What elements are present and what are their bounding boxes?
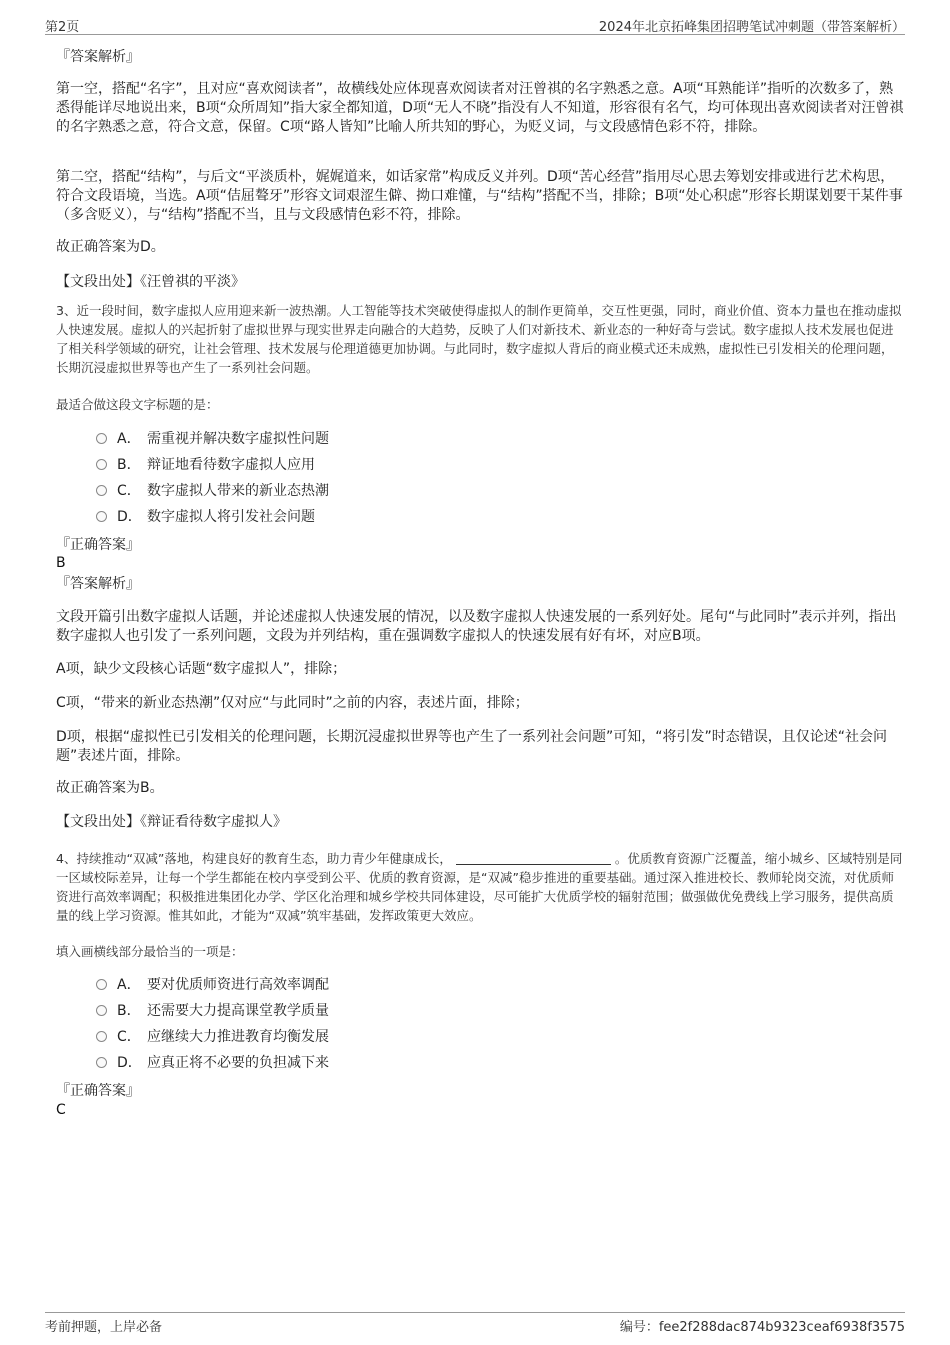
q3-analysis-para-3: C项，“带来的新业态热潮”仅对应“与此同时”之前的内容，表述片面，排除； <box>56 695 529 711</box>
q4-option-c[interactable]: C． 应继续大力推进教育均衡发展 <box>96 1028 329 1047</box>
q2-analysis-para-2: 第二空，搭配“结构”，与后文“平淡质朴，娓娓道来，如话家常”构成反义并列。D项“苦心经营”指用尽心思去筹划安排或进行艺术构思，符合文段语境，当选。A项“佶屈聱牙”形容文词艰涩生僻、拗口难懂，与“结构”搭配不当，排除；B项“处心积虑”形容长期谋划要干某件事（多含贬义），与“结构”搭配不当，且与文段感情色彩不符，排除。 <box>56 169 903 223</box>
q3-correct-answer: B <box>56 555 66 571</box>
document-title: 2024年北京拓峰集团招聘笔试冲刺题（带答案解析） <box>598 20 905 35</box>
q4-prompt: 填入画横线部分最恰当的一项是： <box>56 944 244 959</box>
radio-icon[interactable] <box>96 511 107 522</box>
q3-conclusion: 故正确答案为B。 <box>56 780 164 796</box>
q2-conclusion: 故正确答案为D。 <box>56 239 165 255</box>
q4-correct-label: 『正确答案』 <box>56 1083 140 1099</box>
page-footer <box>45 1312 905 1333</box>
q3-analysis-para-1: 文段开篇引出数字虚拟人话题，并论述虚拟人快速发展的情况，以及数字虚拟人快速发展的一系列好处。尾句“与此同时”表示并列，指出数字虚拟人也引发了一系列问题，文段为并列结构，重在强调数字虚拟人的快速发展有好有坏，对应B项。 <box>56 609 897 644</box>
radio-icon[interactable] <box>96 1057 107 1068</box>
radio-icon[interactable] <box>96 433 107 444</box>
q2-analysis-para-1: 第一空，搭配“名字”，且对应“喜欢阅读者”，故横线处应体现喜欢阅读者对汪曾祺的名字熟悉之意。A项“耳熟能详”指听的次数多了，熟悉得能详尽地说出来，B项“众所周知”指大家全都知道，D项“无人不晓”指没有人不知道，形容很有名气，均可体现出喜欢阅读者对汪曾祺的名字熟悉之意，符合文意，保留。C项“路人皆知”比喻人所共知的野心，为贬义词，与文段感情色彩不符，排除。 <box>56 81 904 135</box>
q4-stem: 4、持续推动“双减”落地，构建良好的教育生态，助力青少年健康成长， 。优质教育资源广泛覆盖，缩小城乡、区域特别是同一区域校际差异，让每一个学生都能在校内享受到公平、优质的教育资源，是“双减”稳步推进的重要基础。通过深入推进校长、教师轮岗交流，对优质师资进行高效率调配；积极推进集团化办学、学区化治理和城乡学校共同体建设，尽可能扩大优质学校的辐射范围；做强做优免费线上学习服务，提供高质量的线上学习资源。惟其如此，才能为“双减”筑牢基础，发挥政策更大效应。 <box>56 851 903 923</box>
radio-icon[interactable] <box>96 979 107 990</box>
q2-source: 【文段出处】《汪曾祺的平淡》 <box>56 274 245 290</box>
q3-analysis-label: 『答案解析』 <box>56 576 140 592</box>
radio-icon[interactable] <box>96 485 107 496</box>
q3-source: 【文段出处】《辩证看待数字虚拟人》 <box>56 814 287 830</box>
q3-option-c[interactable]: C． 数字虚拟人带来的新业态热潮 <box>96 482 329 501</box>
q3-analysis-para-2: A项，缺少文段核心话题“数字虚拟人”，排除； <box>56 661 347 677</box>
radio-icon[interactable] <box>96 1031 107 1042</box>
page-number: 第2页 <box>45 20 80 35</box>
footer-slogan: 考前押题，上岸必备 <box>45 1320 163 1335</box>
q3-stem: 3、近一段时间，数字虚拟人应用迎来新一波热潮。人工智能等技术突破使得虚拟人的制作更简单，交互性更强，同时，商业价值、资本力量也在推动虚拟人快速发展。虚拟人的兴起折射了虚拟世界与现实世界走向融合的大趋势，反映了人们对新技术、新业态的一种好奇与尝试。数字虚拟人技术发展也促进了相关科学领域的研究，让社会管理、技术发展与伦理道德更加协调。与此同时，数字虚拟人背后的商业模式还未成熟，虚拟性已引发相关的伦理问题，长期沉浸虚拟世界等也产生了一系列社会问题。 <box>56 303 902 375</box>
q4-correct-answer: C <box>56 1102 66 1118</box>
q3-analysis-para-4: D项，根据“虚拟性已引发相关的伦理问题，长期沉浸虚拟世界等也产生了一系列社会问题”可知，“将引发”时态错误，且仅论述“社会问题”表述片面，排除。 <box>56 729 888 764</box>
q3-option-b[interactable]: B． 辩证地看待数字虚拟人应用 <box>96 456 315 475</box>
q3-option-d[interactable]: D． 数字虚拟人将引发社会问题 <box>96 508 315 527</box>
q4-option-b[interactable]: B． 还需要大力提高课堂教学质量 <box>96 1002 329 1021</box>
radio-icon[interactable] <box>96 1005 107 1016</box>
q2-analysis-label: 『答案解析』 <box>56 49 140 65</box>
answer-blank <box>456 852 611 865</box>
document-id: 编号：fee2f288dac874b9323ceaf6938f3575 <box>619 1320 905 1335</box>
q4-option-a[interactable]: A． 要对优质师资进行高效率调配 <box>96 976 329 995</box>
q3-prompt: 最适合做这段文字标题的是： <box>56 397 219 412</box>
radio-icon[interactable] <box>96 459 107 470</box>
page-header <box>45 14 905 35</box>
q3-option-a[interactable]: A． 需重视并解决数字虚拟性问题 <box>96 430 329 449</box>
q3-correct-label: 『正确答案』 <box>56 537 140 553</box>
q4-option-d[interactable]: D． 应真正将不必要的负担减下来 <box>96 1054 329 1073</box>
